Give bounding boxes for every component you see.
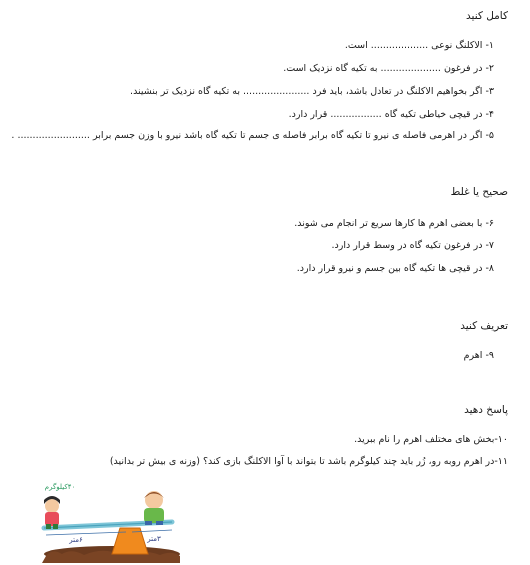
question-4: ۴- در قیچی خیاطی تکیه گاه ................. قرار دارد. [288, 109, 494, 120]
fulcrum [112, 528, 148, 554]
distance-left-label: ۶متر [69, 536, 83, 544]
distance-right-label: ۳متر [147, 535, 161, 543]
section-heading-complete: کامل کنید [466, 10, 508, 22]
boy-right [144, 491, 164, 525]
question-8: ۸- در قیچی ها تکیه گاه بین جسم و نیرو قرار دارد. [296, 263, 494, 274]
question-10: ۱۰-بخش های مختلف اهرم را نام ببرید. [354, 434, 508, 445]
arm-left-line [46, 532, 126, 535]
girl-left [44, 496, 60, 529]
question-3: ۳- اگر بخواهیم الاکلنگ در تعادل باشد، باید فرد ...................... به تکیه گاه نزدیک تر بنشیند. [130, 86, 494, 97]
question-11: ۱۱-در اهرم روبه رو، زُر باید چند کیلوگرم باشد تا بتواند با آوا الاکلنگ بازی کند؟ (وزنه ی بیش تر بدانید) [109, 456, 508, 467]
seesaw-illustration [32, 478, 182, 563]
question-6: ۶- با بعضی اهرم ها کارها سریع تر انجام می شوند. [294, 218, 494, 229]
question-2: ۲- در فرغون .................... به تکیه گاه نزدیک است. [283, 63, 494, 74]
section-heading-define: تعریف کنید [460, 320, 508, 332]
weight-label: ۴۰کیلوگرم [44, 483, 76, 491]
section-heading-answer: پاسخ دهید [464, 404, 508, 416]
question-9: ۹- اهرم [463, 350, 494, 361]
section-heading-true-false: صحیح یا غلط [450, 186, 508, 198]
question-5: ۵- اگر در اهرمی فاصله ی نیرو تا تکیه گاه برابر فاصله ی جسم تا تکیه گاه باشد نیرو با وزن جسم برابر ........................ . [11, 130, 494, 141]
question-1: ۱- الاکلنگ نوعی ................... است. [344, 40, 494, 51]
question-7: ۷- در فرغون تکیه گاه در وسط قرار دارد. [331, 240, 494, 251]
